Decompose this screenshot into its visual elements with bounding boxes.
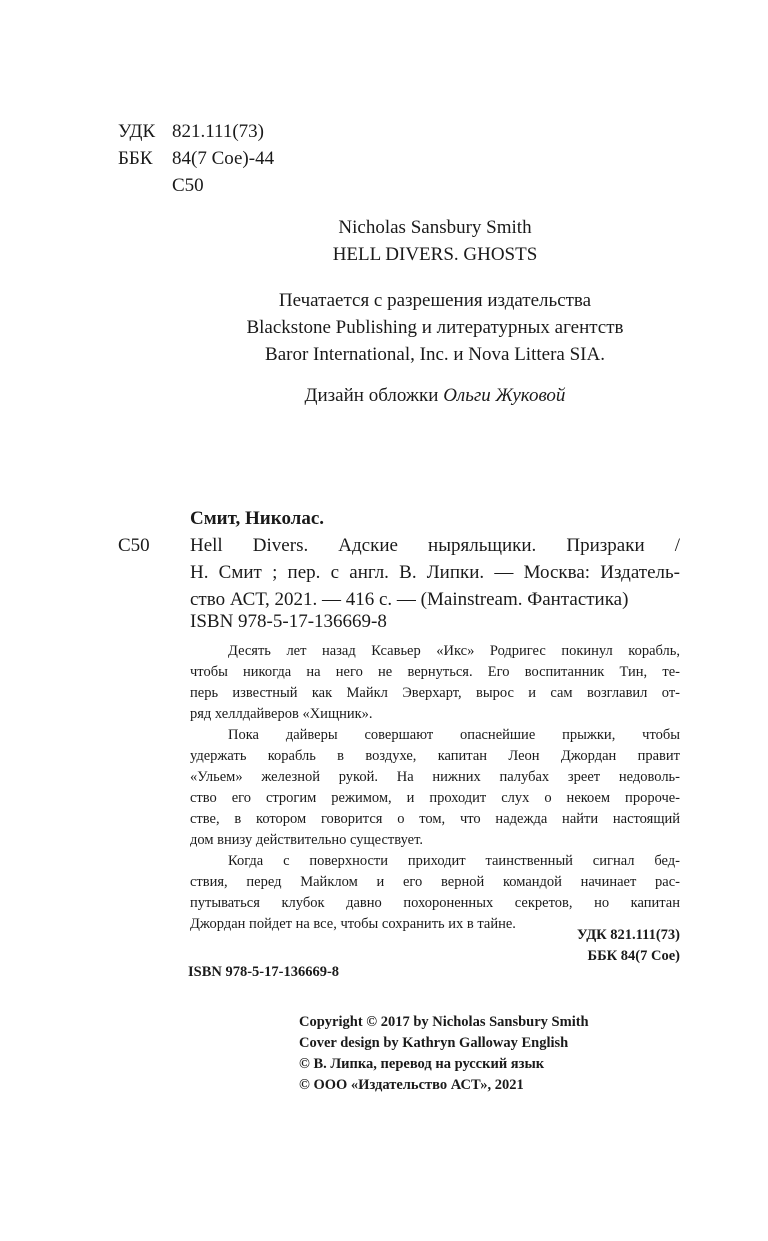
annotation [190,641,680,935]
footer-isbn: ISBN 978-5-17-136669-8 [188,964,340,980]
annotation-line: ряд хеллдайверов «Хищник». [190,706,373,722]
footer-codes [577,925,680,967]
copyright-line: © ООО «Издательство АСТ», 2021 [299,1077,524,1093]
udk-label: УДК [118,121,156,142]
copyright-block [299,1012,589,1096]
bibliographic-line: Hell Divers. Адские ныряльщики. Призраки / [190,535,680,556]
bbk-value: 84(7 Сое)-44 [172,148,275,169]
bbk-row [118,145,274,172]
bbk-label: ББК [118,148,153,169]
annotation-line: чтобы никогда на него не вернуться. Его воспитанник Тин, те- [190,664,680,680]
original-title-block [190,214,680,268]
original-title: HELL DIVERS. GHOSTS [332,244,538,265]
original-author: Nicholas Sansbury Smith [338,217,532,238]
author-mark: С50 [172,175,204,196]
copyright-line: Copyright © 2017 by Nicholas Sansbury Smith [299,1014,589,1030]
footer-bbk: ББК 84(7 Сое) [587,948,680,964]
copyright-line: © В. Липка, перевод на русский язык [299,1056,545,1072]
isbn-line: ISBN 978-5-17-136669-8 [190,611,387,632]
annotation-line: «Ульем» железной рукой. На нижних палубах зреет недоволь- [190,769,680,785]
cover-design-label: Дизайн обложки [304,385,444,406]
annotation-line: ство его строгим режимом, и проходит слух о некоем пророче- [190,790,680,806]
bibliographic-description [190,532,680,613]
author-mark-row [118,172,204,199]
permission-line: Blackstone Publishing и литературных агентств [246,317,624,338]
permission-line: Печатается с разрешения издательства [278,290,592,311]
annotation-line: удержать корабль в воздухе, капитан Леон Джордан правит [190,748,680,764]
annotation-line: дом внизу действительно существует. [190,832,423,848]
annotation-line: перь известный как Майкл Эверхарт, вырос и сам возглавил от- [190,685,680,701]
bibliographic-line: Н. Смит ; пер. с англ. В. Липки. — Москва: Издатель- [190,562,680,583]
cover-design-credit [190,382,680,409]
annotation-line: ствия, перед Майклом и его верной командой начинает рас- [190,874,680,890]
permission-block [190,287,680,368]
bibliographic-line: ство АСТ, 2021. — 416 с. — (Mainstream. Фантастика) [190,589,629,610]
permission-line: Baror International, Inc. и Nova Littera SIA. [265,344,605,365]
bibliographic-mark: С50 [118,535,150,556]
udk-row [118,118,264,145]
footer-udk: УДК 821.111(73) [577,927,680,943]
annotation-line: Джордан пойдет на все, чтобы сохранить их в тайне. [190,916,516,932]
annotation-line: стве, в котором говорится о том, что надежда найти настоящий [190,811,680,827]
bibliographic-heading: Смит, Николас. [190,508,325,529]
udk-value: 821.111(73) [172,121,264,142]
cover-designer: Ольги Жуковой [443,385,566,406]
annotation-line: Десять лет назад Ксавьер «Икс» Родригес покинул корабль, [228,643,680,659]
annotation-line: Пока дайверы совершают опаснейшие прыжки, чтобы [228,727,680,743]
annotation-line: путываться клубок давно похороненных секретов, но капитан [190,895,680,911]
annotation-line: Когда с поверхности приходит таинственный сигнал бед- [228,853,680,869]
copyright-line: Cover design by Kathryn Galloway English [299,1035,569,1051]
